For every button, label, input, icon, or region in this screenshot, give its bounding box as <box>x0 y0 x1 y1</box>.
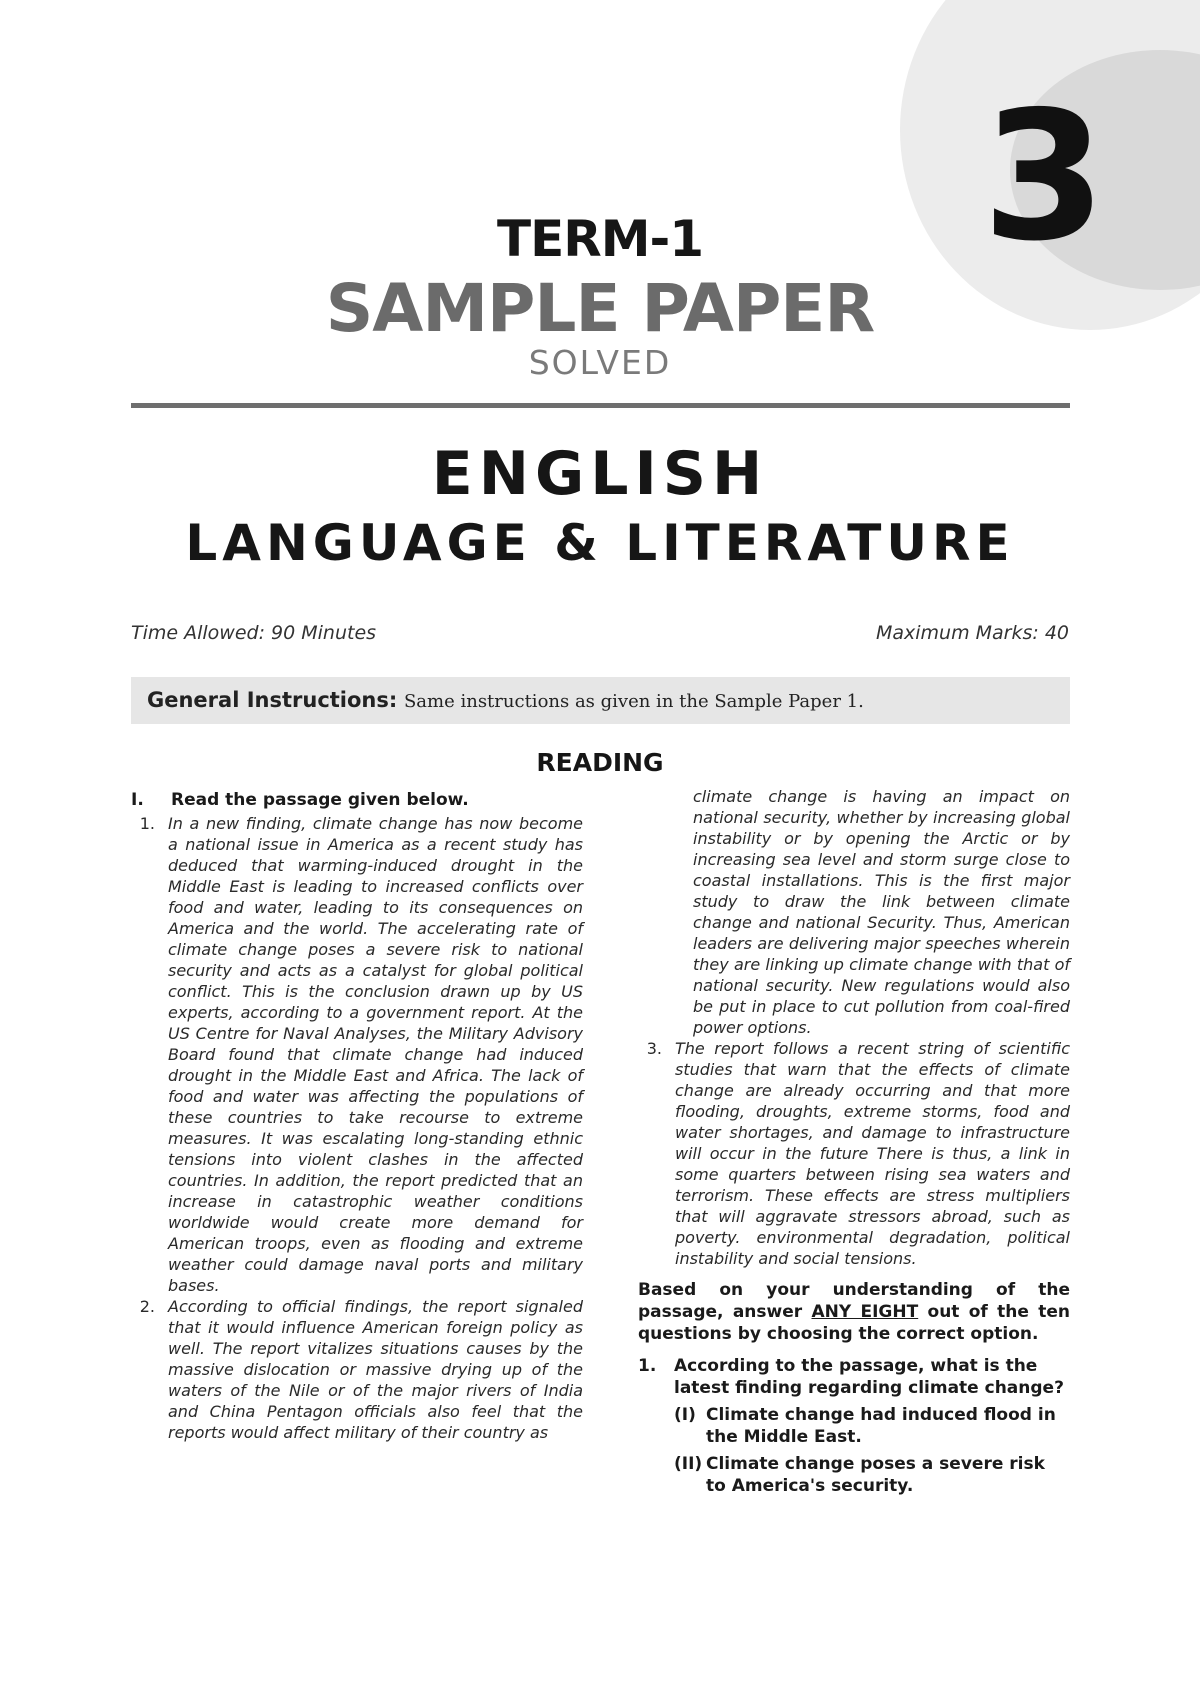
question-instruction <box>638 1279 1070 1345</box>
page-subtitle: SOLVED <box>528 343 672 382</box>
mcq-option <box>638 1453 1070 1497</box>
option-number: (I) <box>674 1405 696 1425</box>
subject-title: ENGLISH <box>431 439 769 509</box>
maximum-marks: Maximum Marks: 40 <box>875 622 1069 644</box>
passage-paragraph <box>131 1296 583 1443</box>
left-column <box>131 789 583 1443</box>
instruction-emphasis: ANY EIGHT <box>811 1302 919 1322</box>
paragraph-number: 2. <box>139 1297 155 1316</box>
instructions-label: General Instructions: <box>147 688 398 712</box>
paragraph-text: In a new finding, climate change has now become a national issue in America as a recent study has deduced that warming-induced drought in the Middle East is leading to increased conflicts over food and water, leading to its consequences on America and the world. The accelerating rate of climate change poses a severe risk to national security and acts as a catalyst for global political conflict. This is the conclusion drawn up by US experts, according to a government report. At the US Centre for Naval Analyses, the Military Advisory Board found that climate change had induced drought in the Middle East and Africa. The lack of food and water was affecting the populations of these countries to take recourse to extreme measures. It was escalating long-standing ethnic tensions into violent clashes in the affected countries. In addition, the report predicted that an increase in catastrophic weather conditions worldwide would create more demand for American troops, even as flooding and extreme weather could damage naval ports and military bases. <box>168 814 583 1295</box>
question-heading <box>131 789 583 811</box>
instruction-text-end: out of the ten questions by choosing the correct option. <box>638 1302 1070 1344</box>
mcq-text: According to the passage, what is the latest finding regarding climate change? <box>674 1356 1064 1398</box>
option-text: Climate change poses a severe risk to America's security. <box>706 1454 1045 1496</box>
option-text: Climate change had induced flood in the Middle East. <box>706 1405 1056 1447</box>
mcq-option <box>638 1404 1070 1448</box>
mcq-number: 1. <box>638 1356 657 1376</box>
option-number: (II) <box>674 1454 703 1474</box>
instruction-text-start: Based on your understanding of the passage, answer <box>638 1280 1070 1322</box>
paragraph-continuation: climate change is having an impact on national security, whether by increasing global instability or by opening the Arctic or by increasing sea level and storm surge close to coastal installations. This is the first major study to draw the link between climate change and national Security. Thus, American leaders are delivering major speeches wherein they are linking up climate change with that of national security. New regulations would also be put in place to cut pollution from coal-fired power options. <box>693 787 1070 1037</box>
question-number: I. <box>131 790 144 810</box>
page-title: SAMPLE PAPER <box>325 270 875 347</box>
subject-subtitle: LANGUAGE & LITERATURE <box>185 514 1015 572</box>
paragraph-number: 1. <box>139 814 155 833</box>
right-column <box>638 786 1070 1497</box>
section-title: READING <box>536 748 664 777</box>
paragraph-number: 3. <box>646 1039 662 1058</box>
passage-paragraph <box>131 813 583 1296</box>
paragraph-text: The report follows a recent string of scientific studies that warn that the effects of climate change are already occurring and that more flooding, droughts, extreme storms, food and water shortages, and damage to infrastructure will occur in the future There is thus, a link in some quarters between rising sea waters and terrorism. These effects are stress multipliers that will aggravate stressors abroad, such as poverty. environmental degradation, political instability and social tensions. <box>675 1039 1070 1268</box>
paragraph-text: According to official findings, the report signaled that it would influence American foreign policy as well. The report vitalizes situations causes by the massive dislocation or massive drying up of the waters of the Nile or of the major rivers of India and China Pentagon officials also feel that the reports would affect military of their country as <box>168 1297 583 1442</box>
term-label: TERM-1 <box>496 210 704 268</box>
passage-paragraph <box>638 1038 1070 1269</box>
time-allowed: Time Allowed: 90 Minutes <box>131 622 377 644</box>
divider <box>131 403 1070 408</box>
instructions-text: Same instructions as given in the Sample Paper 1. <box>403 691 864 712</box>
general-instructions <box>131 677 1070 724</box>
paper-number: 3 <box>982 73 1106 280</box>
mcq-question <box>638 1355 1070 1399</box>
question-heading-text: Read the passage given below. <box>171 790 469 810</box>
